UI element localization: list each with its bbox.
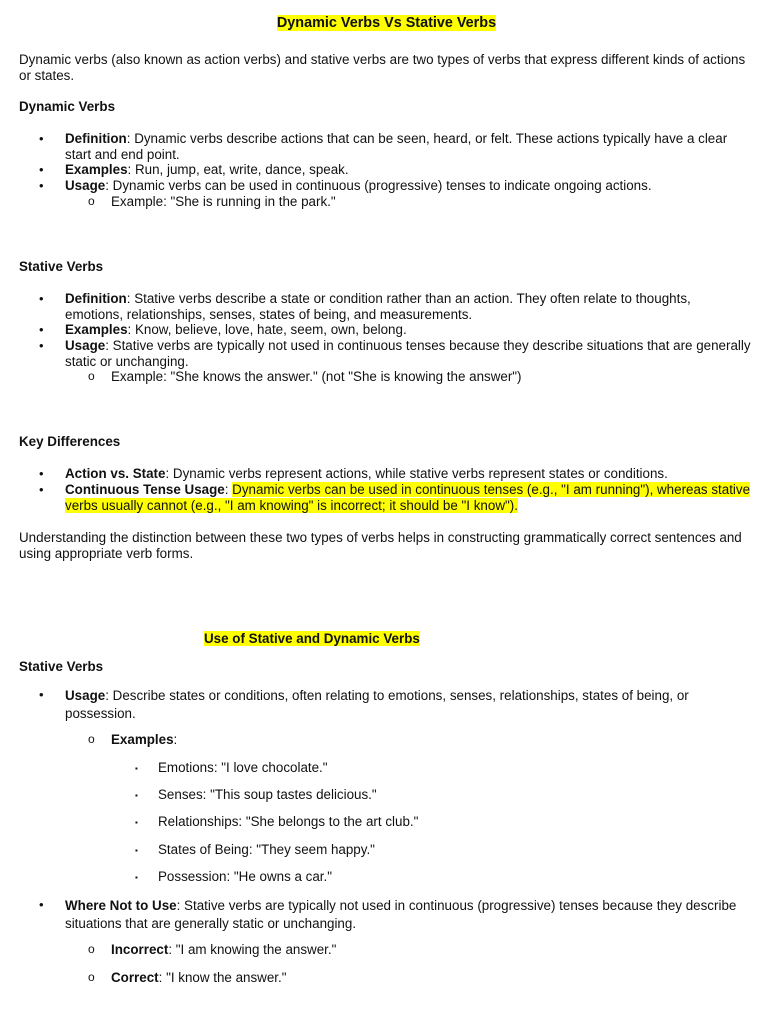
- example-relationships: Relationships: "She belongs to the art club.": [158, 814, 419, 829]
- continuous-tense-label: Continuous Tense Usage: [65, 482, 225, 497]
- circle-bullet-icon: o: [88, 732, 95, 746]
- circle-bullet-icon: o: [88, 942, 95, 956]
- circle-bullet-icon: o: [88, 970, 95, 984]
- action-vs-state-text: : Dynamic verbs represent actions, while stative verbs represent states or conditions.: [165, 466, 668, 481]
- stative-definition-item: [65, 291, 751, 322]
- use-section-title: [204, 631, 420, 647]
- correct-text: : "I know the answer.": [158, 970, 287, 985]
- dynamic-usage-label: Usage: [65, 178, 106, 193]
- bullet-icon: •: [39, 897, 44, 912]
- key-differences-heading: Key Differences: [19, 434, 121, 449]
- stative-examples-item: [65, 322, 751, 338]
- dynamic-definition-item: [65, 131, 751, 162]
- incorrect-text: : "I am knowing the answer.": [168, 942, 337, 957]
- dynamic-verbs-heading: Dynamic Verbs: [19, 99, 116, 114]
- bullet-icon: •: [39, 338, 44, 353]
- action-vs-state-label: Action vs. State: [65, 466, 166, 481]
- where-not-to-use-item: [65, 897, 751, 932]
- dynamic-definition-text: : Dynamic verbs describe actions that can be seen, heard, or felt. These actions typically have a clear start and end point.: [65, 131, 728, 162]
- dynamic-examples-text: : Run, jump, eat, write, dance, speak.: [127, 162, 349, 177]
- use-usage-label: Usage: [65, 688, 106, 703]
- continuous-tense-highlighted-text: Dynamic verbs can be used in continuous tenses (e.g., "I am running"), whereas stative verbs usually cannot (e.g., "I am knowing" is incorrect; it should be "I know").: [65, 482, 751, 513]
- circle-bullet-icon: o: [88, 369, 95, 383]
- dynamic-examples-item: [65, 162, 751, 178]
- incorrect-label: Incorrect: [111, 942, 169, 957]
- stative-verbs-heading: Stative Verbs: [19, 259, 104, 274]
- example-possession: Possession: "He owns a car.": [158, 869, 332, 884]
- bullet-icon: •: [39, 291, 44, 306]
- use-stative-heading: Stative Verbs: [19, 659, 104, 674]
- continuous-tense-item: [65, 482, 751, 513]
- document-title: [19, 16, 754, 32]
- use-section-title-text: Use of Stative and Dynamic Verbs: [204, 631, 420, 646]
- dynamic-definition-label: Definition: [65, 131, 127, 146]
- use-examples-colon: :: [173, 732, 178, 747]
- correct-subitem: [111, 970, 751, 986]
- square-bullet-icon: ▪: [135, 846, 138, 855]
- bullet-icon: •: [39, 162, 44, 177]
- example-states-of-being: States of Being: "They seem happy.": [158, 842, 375, 857]
- bullet-icon: •: [39, 687, 44, 702]
- bullet-icon: •: [39, 178, 44, 193]
- dynamic-examples-label: Examples: [65, 162, 128, 177]
- use-usage-text: : Describe states or conditions, often relating to emotions, senses, relationships, states of being, or possession.: [65, 688, 689, 721]
- bullet-icon: •: [39, 131, 44, 146]
- stative-usage-text: : Stative verbs are typically not used in continuous tenses because they describe situations that are generally static or unchanging.: [65, 338, 751, 369]
- document-title-text: Dynamic Verbs Vs Stative Verbs: [276, 15, 497, 31]
- use-examples-subitem: [111, 732, 751, 748]
- circle-bullet-icon: o: [88, 194, 95, 208]
- stative-examples-text: : Know, believe, love, hate, seem, own, belong.: [127, 322, 407, 337]
- example-senses: Senses: "This soup tastes delicious.": [158, 787, 377, 802]
- bullet-icon: •: [39, 482, 44, 497]
- where-not-to-use-label: Where Not to Use: [65, 898, 177, 913]
- stative-usage-item: [65, 338, 751, 369]
- square-bullet-icon: ▪: [135, 764, 138, 773]
- example-emotions: Emotions: "I love chocolate.": [158, 760, 328, 775]
- use-usage-item: [65, 687, 751, 722]
- conclusion-paragraph: Understanding the distinction between these two types of verbs helps in constructing grammatically correct sentences and using appropriate verb forms.: [19, 530, 742, 561]
- dynamic-example-subitem: Example: "She is running in the park.": [111, 194, 336, 209]
- square-bullet-icon: ▪: [135, 873, 138, 882]
- use-examples-label: Examples: [111, 732, 174, 747]
- action-vs-state-item: [65, 466, 751, 482]
- where-not-to-use-text: : Stative verbs are typically not used in continuous (progressive) tenses because they describe situations that are generally static or unchanging.: [65, 898, 737, 931]
- bullet-icon: •: [39, 466, 44, 481]
- stative-example-subitem: Example: "She knows the answer." (not "She is knowing the answer"): [111, 369, 522, 384]
- stative-examples-label: Examples: [65, 322, 128, 337]
- correct-label: Correct: [111, 970, 159, 985]
- square-bullet-icon: ▪: [135, 818, 138, 827]
- square-bullet-icon: ▪: [135, 791, 138, 800]
- stative-definition-text: : Stative verbs describe a state or condition rather than an action. They often relate to thoughts, emotions, relationships, senses, states of being, and measurements.: [65, 291, 691, 322]
- dynamic-usage-text: : Dynamic verbs can be used in continuous (progressive) tenses to indicate ongoing actions.: [105, 178, 652, 193]
- intro-paragraph: Dynamic verbs (also known as action verbs) and stative verbs are two types of verbs that express different kinds of actions or states.: [19, 52, 746, 83]
- continuous-tense-colon: :: [224, 482, 233, 497]
- stative-definition-label: Definition: [65, 291, 127, 306]
- bullet-icon: •: [39, 322, 44, 337]
- dynamic-usage-item: [65, 178, 751, 194]
- incorrect-subitem: [111, 942, 751, 958]
- stative-usage-label: Usage: [65, 338, 106, 353]
